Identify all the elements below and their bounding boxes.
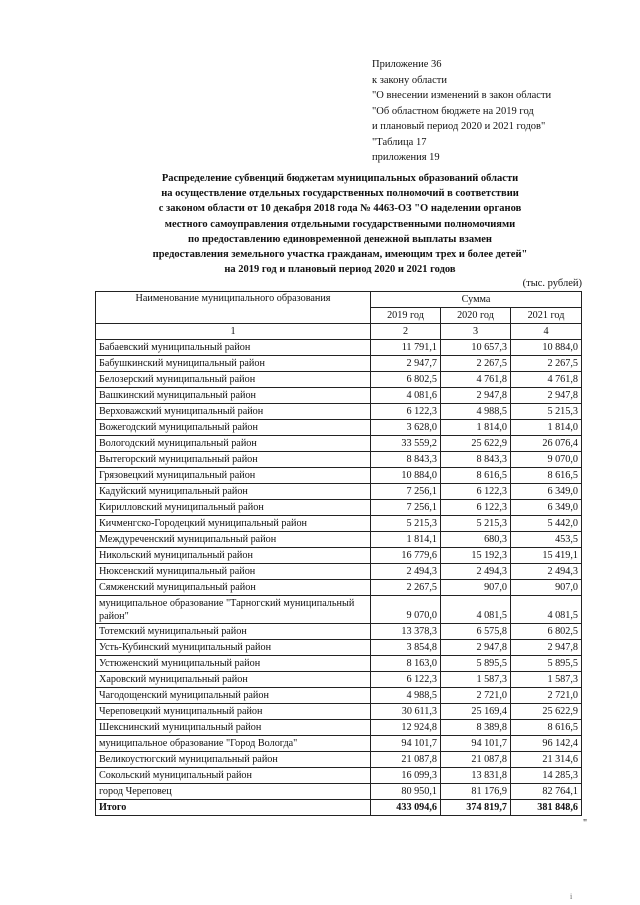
table-row bbox=[96, 516, 582, 532]
value-2019: 33 559,2 bbox=[371, 436, 441, 452]
value-2021: 1 814,0 bbox=[511, 420, 582, 436]
appendix-line: "Таблица 17 bbox=[372, 136, 427, 148]
table-row bbox=[96, 356, 582, 372]
header-sum: Сумма bbox=[371, 292, 582, 308]
value-2020: 1 814,0 bbox=[441, 420, 511, 436]
value-2021: 4 761,8 bbox=[511, 372, 582, 388]
title-line: по предоставлению единовременной денежной выплаты взамен bbox=[188, 233, 492, 245]
value-2020: 8 389,8 bbox=[441, 720, 511, 736]
value-2020: 2 267,5 bbox=[441, 356, 511, 372]
value-2019: 2 947,7 bbox=[371, 356, 441, 372]
value-2020: 5 215,3 bbox=[441, 516, 511, 532]
value-2019: 13 378,3 bbox=[371, 624, 441, 640]
table-row bbox=[96, 704, 582, 720]
municipality-name: Вожегодский муниципальный район bbox=[96, 420, 371, 436]
table-row bbox=[96, 596, 582, 624]
value-2020: 15 192,3 bbox=[441, 548, 511, 564]
municipality-name: Вытегорский муниципальный район bbox=[96, 452, 371, 468]
table-row bbox=[96, 404, 582, 420]
title-line: с законом области от 10 декабря 2018 года № 4463-ОЗ "О наделении органов bbox=[158, 203, 522, 215]
table-row bbox=[96, 436, 582, 452]
municipality-name: Нюксенский муниципальный район bbox=[96, 564, 371, 580]
table-row bbox=[96, 564, 582, 580]
table-row bbox=[96, 500, 582, 516]
value-2020: 4 988,5 bbox=[441, 404, 511, 420]
municipality-name: Кирилловский муниципальный район bbox=[96, 500, 371, 516]
value-2021: 6 349,0 bbox=[511, 484, 582, 500]
title-line: предоставления земельного участка гражданам, имеющим трех и более детей" bbox=[152, 249, 528, 261]
value-2020: 8 843,3 bbox=[441, 452, 511, 468]
appendix-line: "О внесении изменений в закон области bbox=[372, 90, 552, 101]
value-2021: 1 587,3 bbox=[511, 672, 582, 688]
municipality-name: Харовский муниципальный район bbox=[96, 672, 371, 688]
table-row bbox=[96, 532, 582, 548]
value-2019: 21 087,8 bbox=[371, 752, 441, 768]
value-2019: 16 099,3 bbox=[371, 768, 441, 784]
appendix-line: "Об областном бюджете на 2019 год bbox=[372, 105, 534, 117]
value-2020: 8 616,5 bbox=[441, 468, 511, 484]
value-2020: 4 081,5 bbox=[441, 596, 511, 624]
document-title bbox=[100, 171, 580, 277]
value-2021: 21 314,6 bbox=[511, 752, 582, 768]
table-row bbox=[96, 548, 582, 564]
municipality-name: Никольский муниципальный район bbox=[96, 548, 371, 564]
value-2019: 6 802,5 bbox=[371, 372, 441, 388]
value-2019: 10 884,0 bbox=[371, 468, 441, 484]
appendix-line: и плановый период 2020 и 2021 годов" bbox=[372, 121, 546, 132]
value-2019: 2 494,3 bbox=[371, 564, 441, 580]
municipality-name: муниципальное образование "Тарногский муниципальный район" bbox=[96, 596, 371, 624]
value-2019: 6 122,3 bbox=[371, 404, 441, 420]
table-row bbox=[96, 784, 582, 800]
value-2021: 8 616,5 bbox=[511, 720, 582, 736]
table-row bbox=[96, 452, 582, 468]
value-2019: 12 924,8 bbox=[371, 720, 441, 736]
municipality-name: Вологодский муниципальный район bbox=[96, 436, 371, 452]
value-2020: 6 122,3 bbox=[441, 500, 511, 516]
value-2021: 25 622,9 bbox=[511, 704, 582, 720]
table-row bbox=[96, 624, 582, 640]
value-2020: 2 494,3 bbox=[441, 564, 511, 580]
table-row bbox=[96, 484, 582, 500]
value-2019: 16 779,6 bbox=[371, 548, 441, 564]
municipality-name: Устюженский муниципальный район bbox=[96, 656, 371, 672]
value-2021: 453,5 bbox=[511, 532, 582, 548]
value-2021: 2 267,5 bbox=[511, 356, 582, 372]
municipality-name: Кадуйский муниципальный район bbox=[96, 484, 371, 500]
value-2020: 25 622,9 bbox=[441, 436, 511, 452]
value-2021: 5 215,3 bbox=[511, 404, 582, 420]
municipality-name: Итого bbox=[96, 800, 371, 816]
value-2021: 96 142,4 bbox=[511, 736, 582, 752]
value-2020: 2 947,8 bbox=[441, 388, 511, 404]
value-2019: 11 791,1 bbox=[371, 340, 441, 356]
value-2019: 3 854,8 bbox=[371, 640, 441, 656]
column-number: 4 bbox=[511, 324, 582, 340]
table-row bbox=[96, 768, 582, 784]
municipality-name: Верховажский муниципальный район bbox=[96, 404, 371, 420]
value-2020: 13 831,8 bbox=[441, 768, 511, 784]
municipality-name: Бабаевский муниципальный район bbox=[96, 340, 371, 356]
header-year: 2020 год bbox=[441, 308, 511, 324]
value-2020: 5 895,5 bbox=[441, 656, 511, 672]
value-2021: 381 848,6 bbox=[511, 800, 582, 816]
title-line: местного самоуправления отдельными государственными полномочиями bbox=[164, 218, 516, 230]
municipality-name: Грязовецкий муниципальный район bbox=[96, 468, 371, 484]
total-row bbox=[96, 800, 582, 816]
closing-quote: " bbox=[583, 818, 588, 829]
value-2019: 3 628,0 bbox=[371, 420, 441, 436]
header-year: 2021 год bbox=[511, 308, 582, 324]
municipality-name: Междуреченский муниципальный район bbox=[96, 532, 371, 548]
header-name: Наименование муниципального образования bbox=[96, 292, 371, 324]
municipality-name: Сокольский муниципальный район bbox=[96, 768, 371, 784]
municipality-name: Тотемский муниципальный район bbox=[96, 624, 371, 640]
value-2020: 2 947,8 bbox=[441, 640, 511, 656]
value-2019: 5 215,3 bbox=[371, 516, 441, 532]
value-2021: 14 285,3 bbox=[511, 768, 582, 784]
column-number: 1 bbox=[96, 324, 371, 340]
table-row bbox=[96, 420, 582, 436]
municipality-name: Сямженский муниципальный район bbox=[96, 580, 371, 596]
value-2020: 2 721,0 bbox=[441, 688, 511, 704]
table-row bbox=[96, 372, 582, 388]
value-2020: 21 087,8 bbox=[441, 752, 511, 768]
subventions-table bbox=[95, 291, 582, 816]
table-row bbox=[96, 688, 582, 704]
municipality-name: Шекснинский муниципальный район bbox=[96, 720, 371, 736]
table-body bbox=[96, 340, 582, 816]
title-line: Распределение субвенций бюджетам муниципальных образований области bbox=[161, 173, 519, 184]
value-2021: 8 616,5 bbox=[511, 468, 582, 484]
value-2020: 1 587,3 bbox=[441, 672, 511, 688]
value-2020: 81 176,9 bbox=[441, 784, 511, 800]
municipality-name: Кичменгско-Городецкий муниципальный район bbox=[96, 516, 371, 532]
value-2019: 8 163,0 bbox=[371, 656, 441, 672]
value-2019: 30 611,3 bbox=[371, 704, 441, 720]
table-row bbox=[96, 388, 582, 404]
value-2021: 5 442,0 bbox=[511, 516, 582, 532]
value-2020: 680,3 bbox=[441, 532, 511, 548]
title-line: на осуществление отдельных государственных полномочий в соответствии bbox=[161, 188, 519, 200]
value-2019: 6 122,3 bbox=[371, 672, 441, 688]
corner-mark: i bbox=[570, 892, 573, 901]
table-row bbox=[96, 672, 582, 688]
value-2019: 4 988,5 bbox=[371, 688, 441, 704]
value-2020: 6 575,8 bbox=[441, 624, 511, 640]
value-2019: 1 814,1 bbox=[371, 532, 441, 548]
municipality-name: Чагодощенский муниципальный район bbox=[96, 688, 371, 704]
table-row bbox=[96, 340, 582, 356]
municipality-name: город Череповец bbox=[96, 784, 371, 800]
municipality-name: Бабушкинский муниципальный район bbox=[96, 356, 371, 372]
value-2019: 80 950,1 bbox=[371, 784, 441, 800]
value-2021: 10 884,0 bbox=[511, 340, 582, 356]
title-line: на 2019 год и плановый период 2020 и 2021 годов bbox=[224, 264, 456, 276]
value-2020: 25 169,4 bbox=[441, 704, 511, 720]
table-row bbox=[96, 736, 582, 752]
value-2021: 2 947,8 bbox=[511, 388, 582, 404]
value-2020: 907,0 bbox=[441, 580, 511, 596]
value-2019: 7 256,1 bbox=[371, 500, 441, 516]
appendix-header bbox=[372, 57, 551, 166]
appendix-line: приложения 19 bbox=[372, 152, 440, 163]
table-row bbox=[96, 720, 582, 736]
column-number: 3 bbox=[441, 324, 511, 340]
value-2020: 94 101,7 bbox=[441, 736, 511, 752]
header-year: 2019 год bbox=[371, 308, 441, 324]
municipality-name: Великоустюгский муниципальный район bbox=[96, 752, 371, 768]
value-2019: 94 101,7 bbox=[371, 736, 441, 752]
value-2021: 6 349,0 bbox=[511, 500, 582, 516]
appendix-line: Приложение 36 bbox=[372, 59, 442, 70]
table-row bbox=[96, 752, 582, 768]
municipality-name: Белозерский муниципальный район bbox=[96, 372, 371, 388]
value-2021: 4 081,5 bbox=[511, 596, 582, 624]
value-2019: 4 081,6 bbox=[371, 388, 441, 404]
value-2021: 26 076,4 bbox=[511, 436, 582, 452]
municipality-name: Усть-Кубинский муниципальный район bbox=[96, 640, 371, 656]
table-row bbox=[96, 580, 582, 596]
value-2021: 5 895,5 bbox=[511, 656, 582, 672]
value-2019: 8 843,3 bbox=[371, 452, 441, 468]
value-2021: 2 721,0 bbox=[511, 688, 582, 704]
value-2021: 2 947,8 bbox=[511, 640, 582, 656]
value-2021: 15 419,1 bbox=[511, 548, 582, 564]
value-2021: 6 802,5 bbox=[511, 624, 582, 640]
municipality-name: муниципальное образование "Город Вологда" bbox=[96, 736, 371, 752]
value-2020: 6 122,3 bbox=[441, 484, 511, 500]
value-2020: 4 761,8 bbox=[441, 372, 511, 388]
value-2019: 9 070,0 bbox=[371, 596, 441, 624]
municipality-name: Череповецкий муниципальный район bbox=[96, 704, 371, 720]
value-2019: 7 256,1 bbox=[371, 484, 441, 500]
value-2021: 9 070,0 bbox=[511, 452, 582, 468]
value-2021: 82 764,1 bbox=[511, 784, 582, 800]
value-2021: 907,0 bbox=[511, 580, 582, 596]
municipality-name: Вашкинский муниципальный район bbox=[96, 388, 371, 404]
column-number: 2 bbox=[371, 324, 441, 340]
value-2020: 10 657,3 bbox=[441, 340, 511, 356]
table-row bbox=[96, 468, 582, 484]
units-label: (тыс. рублей) bbox=[522, 278, 582, 289]
table-row bbox=[96, 640, 582, 656]
table-row bbox=[96, 656, 582, 672]
value-2019: 433 094,6 bbox=[371, 800, 441, 816]
value-2021: 2 494,3 bbox=[511, 564, 582, 580]
appendix-line: к закону области bbox=[372, 74, 447, 86]
value-2020: 374 819,7 bbox=[441, 800, 511, 816]
value-2019: 2 267,5 bbox=[371, 580, 441, 596]
